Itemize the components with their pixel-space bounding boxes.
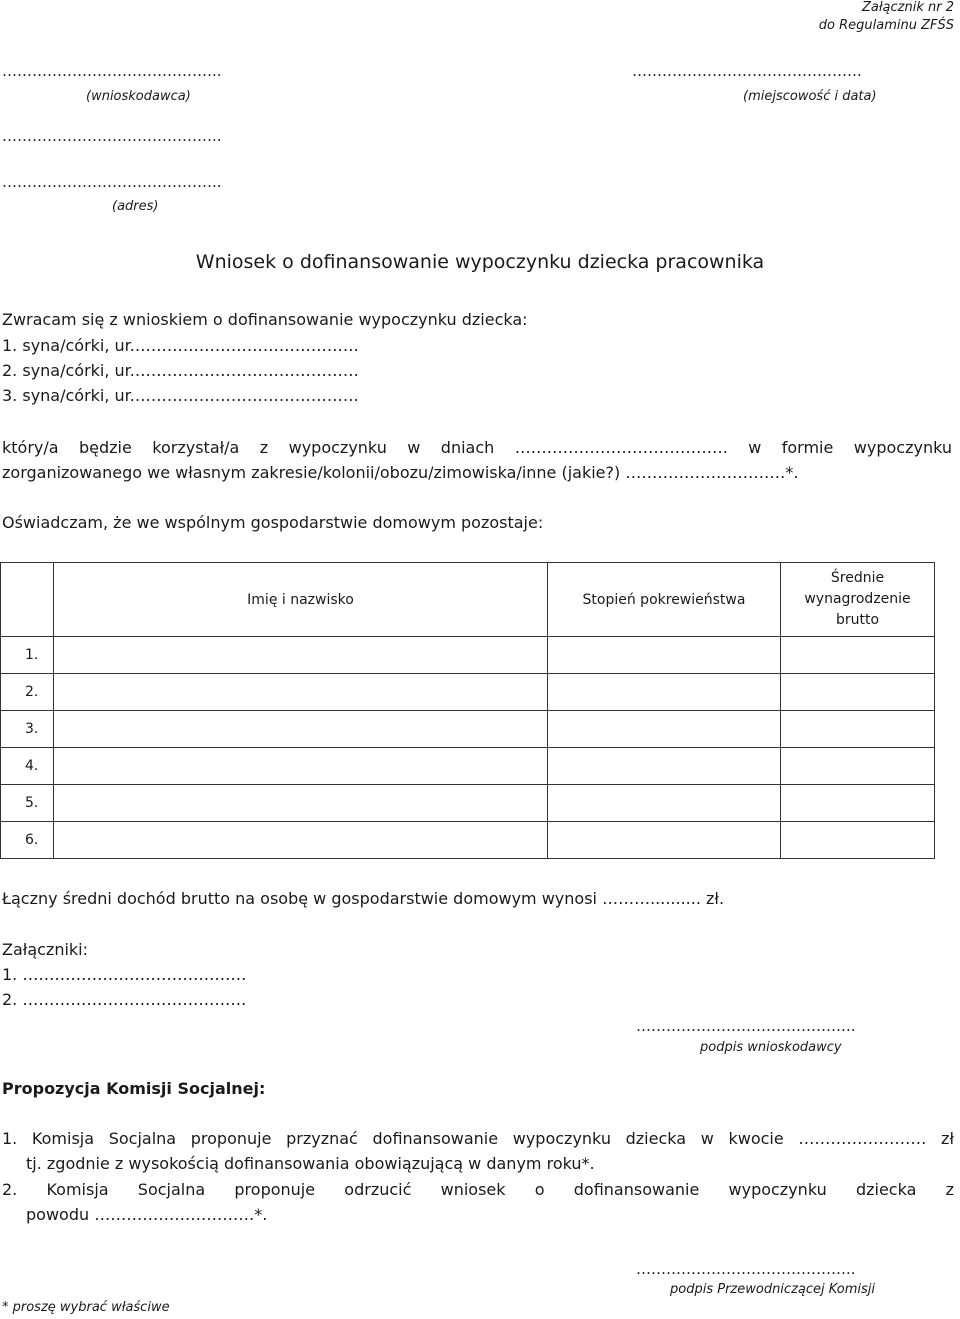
relation-cell[interactable] xyxy=(548,822,781,859)
usage-line-1: który/a będzie korzystał/a z wypoczynku w dniach …………………………………. w formie wypoczynku xyxy=(2,438,952,457)
committee-heading: Propozycja Komisji Socjalnej: xyxy=(2,1079,266,1098)
address-dots-2: …………………………………….. xyxy=(2,173,222,191)
attachments-heading: Załączniki: xyxy=(2,940,88,959)
committee-item-1-line-2: tj. zgodnie z wysokością dofinansowania obowiązującą w danym roku*. xyxy=(26,1154,595,1173)
row-number: 5. xyxy=(1,785,54,822)
table-row xyxy=(1,637,935,674)
salary-cell[interactable] xyxy=(781,637,935,674)
relation-cell[interactable] xyxy=(548,637,781,674)
address-label: (adres) xyxy=(112,199,159,214)
relation-cell[interactable] xyxy=(548,711,781,748)
footnote: * proszę wybrać właściwe xyxy=(2,1300,170,1315)
attachment-item-1: 1. …………………………………… xyxy=(2,965,247,984)
child-line-2: 2. syna/córki, ur.…………………………………… xyxy=(2,361,359,380)
table-header-salary-label: Średnie wynagrodzenie brutto xyxy=(804,570,911,628)
salary-cell[interactable] xyxy=(781,711,935,748)
table-header-number xyxy=(1,563,54,637)
applicant-signature-label: podpis wnioskodawcy xyxy=(700,1040,842,1055)
salary-cell[interactable] xyxy=(781,785,935,822)
row-number: 3. xyxy=(1,711,54,748)
table-row xyxy=(1,711,935,748)
attachment-regulation: do Regulaminu ZFŚS xyxy=(818,18,954,33)
name-cell[interactable] xyxy=(54,711,548,748)
name-cell[interactable] xyxy=(54,674,548,711)
name-cell[interactable] xyxy=(54,785,548,822)
page-title: Wniosek o dofinansowanie wypoczynku dziecka pracownika xyxy=(195,251,765,273)
applicant-dots: …………………………………….. xyxy=(2,62,222,80)
row-number: 6. xyxy=(1,822,54,859)
name-cell[interactable] xyxy=(54,637,548,674)
table-row xyxy=(1,674,935,711)
declaration-text: Oświadczam, że we wspólnym gospodarstwie domowym pozostaje: xyxy=(2,513,544,532)
table-header-relation: Stopień pokrewieństwa xyxy=(548,563,781,637)
attachment-item-2: 2. …………………………………… xyxy=(2,990,247,1009)
row-number: 1. xyxy=(1,637,54,674)
relation-cell[interactable] xyxy=(548,674,781,711)
table-row xyxy=(1,822,935,859)
child-line-1: 1. syna/córki, ur.…………………………………… xyxy=(2,336,359,355)
name-cell[interactable] xyxy=(54,748,548,785)
table-header-name: Imię i nazwisko xyxy=(54,563,548,637)
table-header-salary xyxy=(781,563,935,637)
name-cell[interactable] xyxy=(54,822,548,859)
applicant-label: (wnioskodawca) xyxy=(86,89,191,104)
income-text: Łączny średni dochód brutto na osobę w gospodarstwie domowym wynosi ……….......... zł. xyxy=(2,889,725,908)
committee-item-1-line-1: 1. Komisja Socjalna proponuje przyznać dofinansowanie wypoczynku dziecka w kwocie …………………… zł xyxy=(2,1129,954,1148)
relation-cell[interactable] xyxy=(548,785,781,822)
child-line-3: 3. syna/córki, ur.…………………………………… xyxy=(2,386,359,405)
table-row xyxy=(1,748,935,785)
attachment-number: Załącznik nr 2 xyxy=(861,0,954,15)
place-date-label: (miejscowość i data) xyxy=(743,89,877,104)
address-dots-1: …………………………………….. xyxy=(2,127,222,145)
usage-line-2: zorganizowanego we własnym zakresie/kolonii/obozu/zimowiska/inne (jakie?) …………………………*. xyxy=(2,463,799,482)
committee-item-2-line-2: powodu …………………………*. xyxy=(26,1205,268,1224)
committee-signature-label: podpis Przewodniczącej Komisji xyxy=(670,1282,876,1297)
intro-text: Zwracam się z wnioskiem o dofinansowanie wypoczynku dziecka: xyxy=(2,310,528,329)
committee-item-2-line-1: 2. Komisja Socjalna proponuje odrzucić wniosek o dofinansowanie wypoczynku dziecka z xyxy=(2,1180,954,1199)
salary-cell[interactable] xyxy=(781,748,935,785)
table-row xyxy=(1,785,935,822)
salary-cell[interactable] xyxy=(781,822,935,859)
committee-signature-dots: …………………………………….. xyxy=(636,1260,856,1278)
salary-cell[interactable] xyxy=(781,674,935,711)
table-header-row xyxy=(1,563,935,637)
household-table xyxy=(0,562,935,859)
relation-cell[interactable] xyxy=(548,748,781,785)
row-number: 4. xyxy=(1,748,54,785)
row-number: 2. xyxy=(1,674,54,711)
applicant-signature-dots: …………………………………….. xyxy=(636,1017,856,1035)
place-date-dots: ………………………………………. xyxy=(632,62,862,80)
